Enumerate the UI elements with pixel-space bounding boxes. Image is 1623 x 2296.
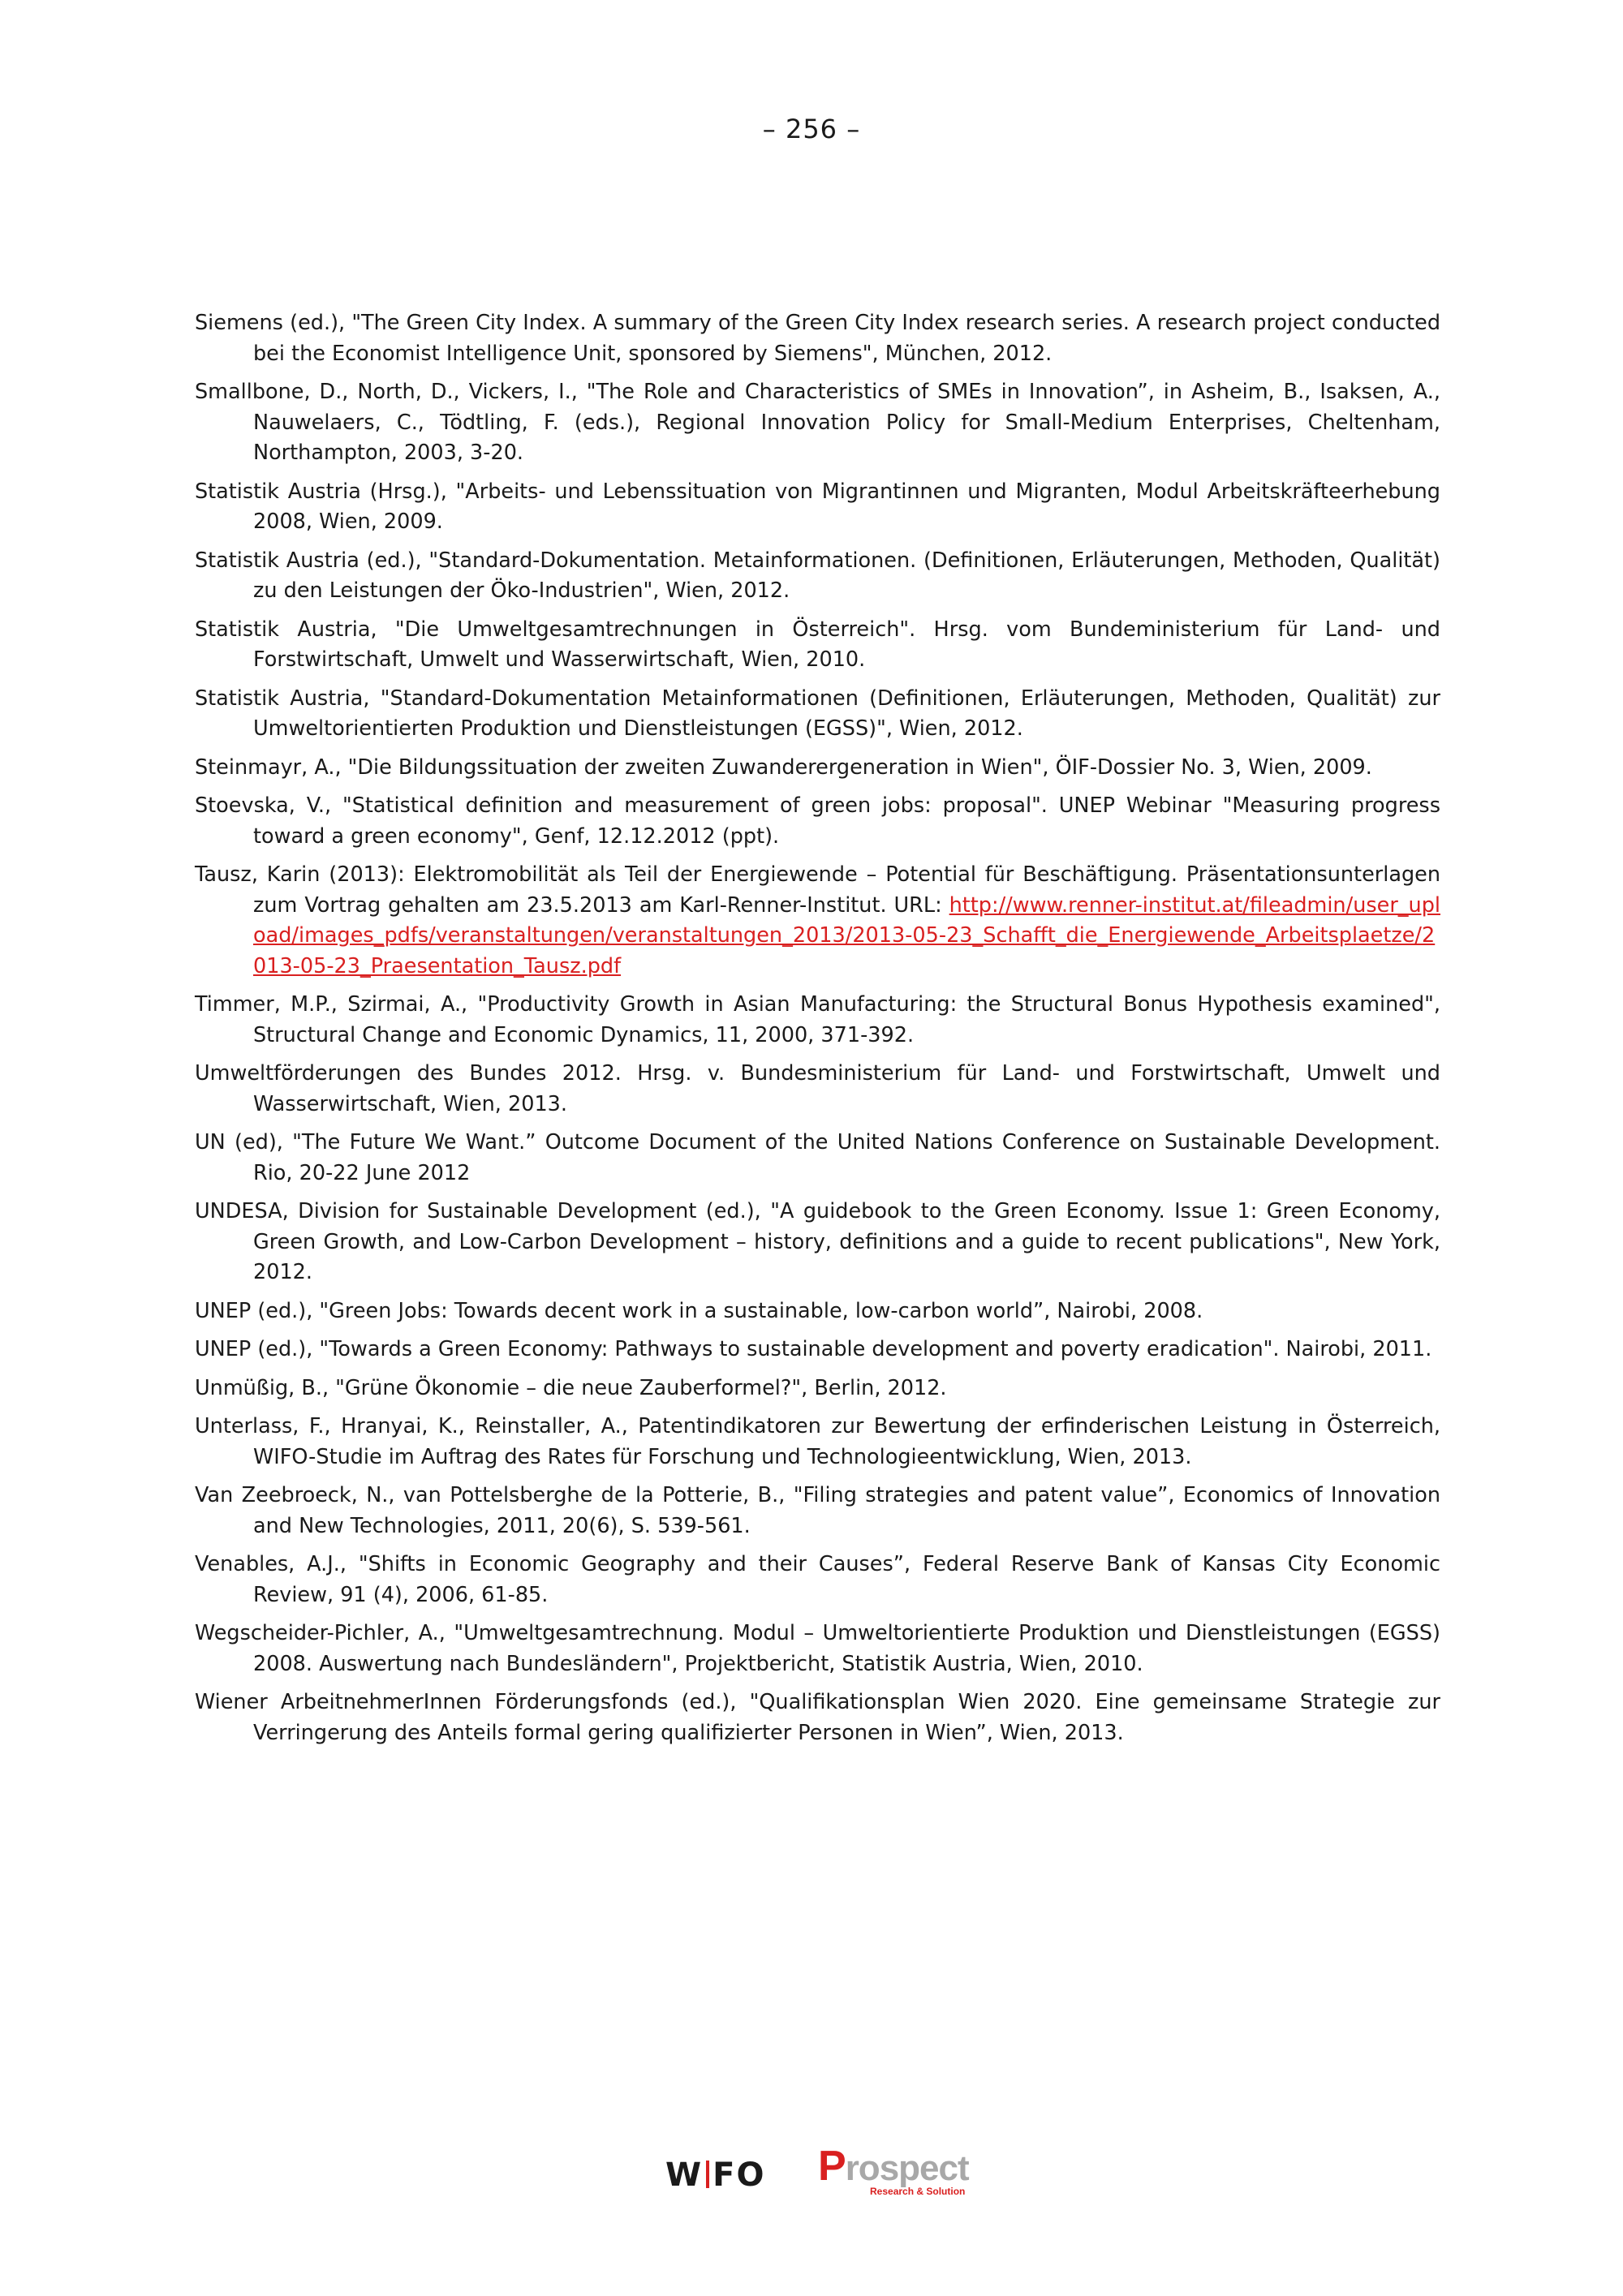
reference-text: Stoevska, V., "Statistical definition and measurement of green jobs: proposal". UNEP Webinar "Measuring progress toward a green economy", Genf, 12.12.2012 (ppt). — [195, 793, 1440, 849]
reference-text: UNEP (ed.), "Green Jobs: Towards decent work in a sustainable, low-carbon world”, Nairobi, 2008. — [195, 1298, 1203, 1323]
reference-item — [195, 753, 1440, 784]
reference-text: UNEP (ed.), "Towards a Green Economy: Pathways to sustainable development and poverty eradication". Nairobi, 2011. — [195, 1337, 1432, 1361]
reference-item — [195, 1688, 1440, 1748]
reference-text: Steinmayr, A., "Die Bildungssituation der zweiten Zuwanderergeneration in Wien", ÖIF-Dossier No. 3, Wien, 2009. — [195, 755, 1372, 780]
prospect-logo-wordmark: rospect — [845, 2148, 969, 2188]
reference-text: Siemens (ed.), "The Green City Index. A summary of the Green City Index research series. A research project conducted bei the Economist Intelligence Unit, sponsored by Siemens", München, 2012. — [195, 311, 1440, 366]
reference-text: Tausz, Karin (2013): Elektromobilität als Teil der Energiewende – Potential für Beschäftigung. Präsentationsunterlagen zum Vortrag gehalten am 23.5.2013 am Karl-Renner-Institut. URL: — [195, 862, 1440, 918]
reference-item — [195, 1296, 1440, 1327]
reference-url-link[interactable]: http://www.renner-institut.at/fileadmin/user_upload/images_pdfs/veranstaltungen/veranstaltungen_2013/2013-05-23_Schafft_die_Energiewende_Arbeitsplaetze/2013-05-23_Praesentation_Tausz.pdf — [253, 892, 1440, 978]
reference-text: Umweltförderungen des Bundes 2012. Hrsg. v. Bundesministerium für Land- und Forstwirtschaft, Umwelt und Wasserwirtschaft, Wien, 2013. — [195, 1061, 1440, 1116]
reference-item — [195, 308, 1440, 369]
reference-item — [195, 1197, 1440, 1288]
reference-text: UN (ed), "The Future We Want.” Outcome Document of the United Nations Conference on Sustainable Development. Rio, 20-22 June 2012 — [195, 1130, 1440, 1185]
page-number: – 256 – — [762, 114, 861, 144]
wifo-logo-right: FO — [712, 2156, 766, 2194]
reference-item — [195, 791, 1440, 852]
reference-item — [195, 860, 1440, 982]
reference-item — [195, 684, 1440, 745]
prospect-logo-initial: P — [818, 2143, 846, 2190]
footer — [0, 2142, 1623, 2207]
reference-item — [195, 1481, 1440, 1541]
reference-item — [195, 477, 1440, 538]
reference-text: Statistik Austria (ed.), "Standard-Dokumentation. Metainformationen. (Definitionen, Erläuterungen, Methoden, Qualität) zu den Leistungen der Öko-Industrien", Wien, 2012. — [195, 548, 1440, 603]
wifo-logo-bar — [706, 2161, 709, 2188]
reference-item — [195, 990, 1440, 1051]
reference-text: Smallbone, D., North, D., Vickers, I., "The Role and Characteristics of SMEs in Innovation”, in Asheim, B., Isaksen, A., Nauwelaers, C., Tödtling, F. (eds.), Regional Innovation Policy for Small-Medium Enterprises, Cheltenham, Northampton, 2003, 3-20. — [195, 380, 1440, 465]
reference-list — [195, 308, 1440, 1756]
reference-text: Venables, A.J., "Shifts in Economic Geography and their Causes”, Federal Reserve Bank of Kansas City Economic Review, 91 (4), 2006, 61-85. — [195, 1552, 1440, 1607]
reference-text: Unterlass, F., Hranyai, K., Reinstaller, A., Patentindikatoren zur Bewertung der erfinderischen Leistung in Österreich, WIFO-Studie im Auftrag des Rates für Forschung und Technologieentwicklung, Wien, 2013. — [195, 1414, 1440, 1469]
prospect-logo — [818, 2142, 969, 2197]
reference-text: Timmer, M.P., Szirmai, A., "Productivity Growth in Asian Manufacturing: the Structural Bonus Hypothesis examined", Structural Change and Economic Dynamics, 11, 2000, 371-392. — [195, 992, 1440, 1047]
reference-item — [195, 1619, 1440, 1679]
reference-item — [195, 546, 1440, 607]
reference-item — [195, 377, 1440, 469]
reference-text: Statistik Austria, "Die Umweltgesamtrechnungen in Österreich". Hrsg. vom Bundeministerium für Land- und Forstwirtschaft, Umwelt und Wasserwirtschaft, Wien, 2010. — [195, 617, 1440, 672]
reference-item — [195, 1412, 1440, 1473]
reference-text: Statistik Austria (Hrsg.), "Arbeits- und Lebenssituation von Migrantinnen und Migranten, Modul Arbeitskräfteerhebung 2008, Wien, 2009. — [195, 479, 1440, 534]
reference-text: UNDESA, Division for Sustainable Development (ed.), "A guidebook to the Green Economy. Issue 1: Green Economy, Green Growth, and Low-Carbon Development – history, definitions and a guide to recent publications", New York, 2012. — [195, 1199, 1440, 1284]
reference-text: Unmüßig, B., "Grüne Ökonomie – die neue Zauberformel?", Berlin, 2012. — [195, 1375, 947, 1400]
wifo-logo — [665, 2156, 765, 2194]
reference-text: Statistik Austria, "Standard-Dokumentation Metainformationen (Definitionen, Erläuterungen, Methoden, Qualität) zur Umweltorientierten Produktion und Dienstleistungen (EGSS)", Wien, 2012. — [195, 686, 1440, 741]
reference-item — [195, 1335, 1440, 1365]
reference-text: Wegscheider-Pichler, A., "Umweltgesamtrechnung. Modul – Umweltorientierte Produktion und Dienstleistungen (EGSS) 2008. Auswertung nach Bundesländern", Projektbericht, Statistik Austria, Wien, 2010. — [195, 1621, 1440, 1676]
prospect-logo-tagline: Research & Solution — [870, 2186, 966, 2197]
wifo-logo-left: W — [665, 2156, 704, 2194]
reference-item — [195, 1374, 1440, 1404]
reference-item — [195, 1550, 1440, 1610]
reference-item — [195, 1128, 1440, 1189]
reference-item — [195, 615, 1440, 676]
reference-text: Wiener ArbeitnehmerInnen Förderungsfonds (ed.), "Qualifikationsplan Wien 2020. Eine gemeinsame Strategie zur Verringerung des Anteils formal gering qualifizierter Personen in Wien”, Wien, 2013. — [195, 1690, 1440, 1745]
reference-item — [195, 1059, 1440, 1120]
reference-text: Van Zeebroeck, N., van Pottelsberghe de la Potterie, B., "Filing strategies and patent value”, Economics of Innovation and New Technologies, 2011, 20(6), S. 539-561. — [195, 1483, 1440, 1538]
